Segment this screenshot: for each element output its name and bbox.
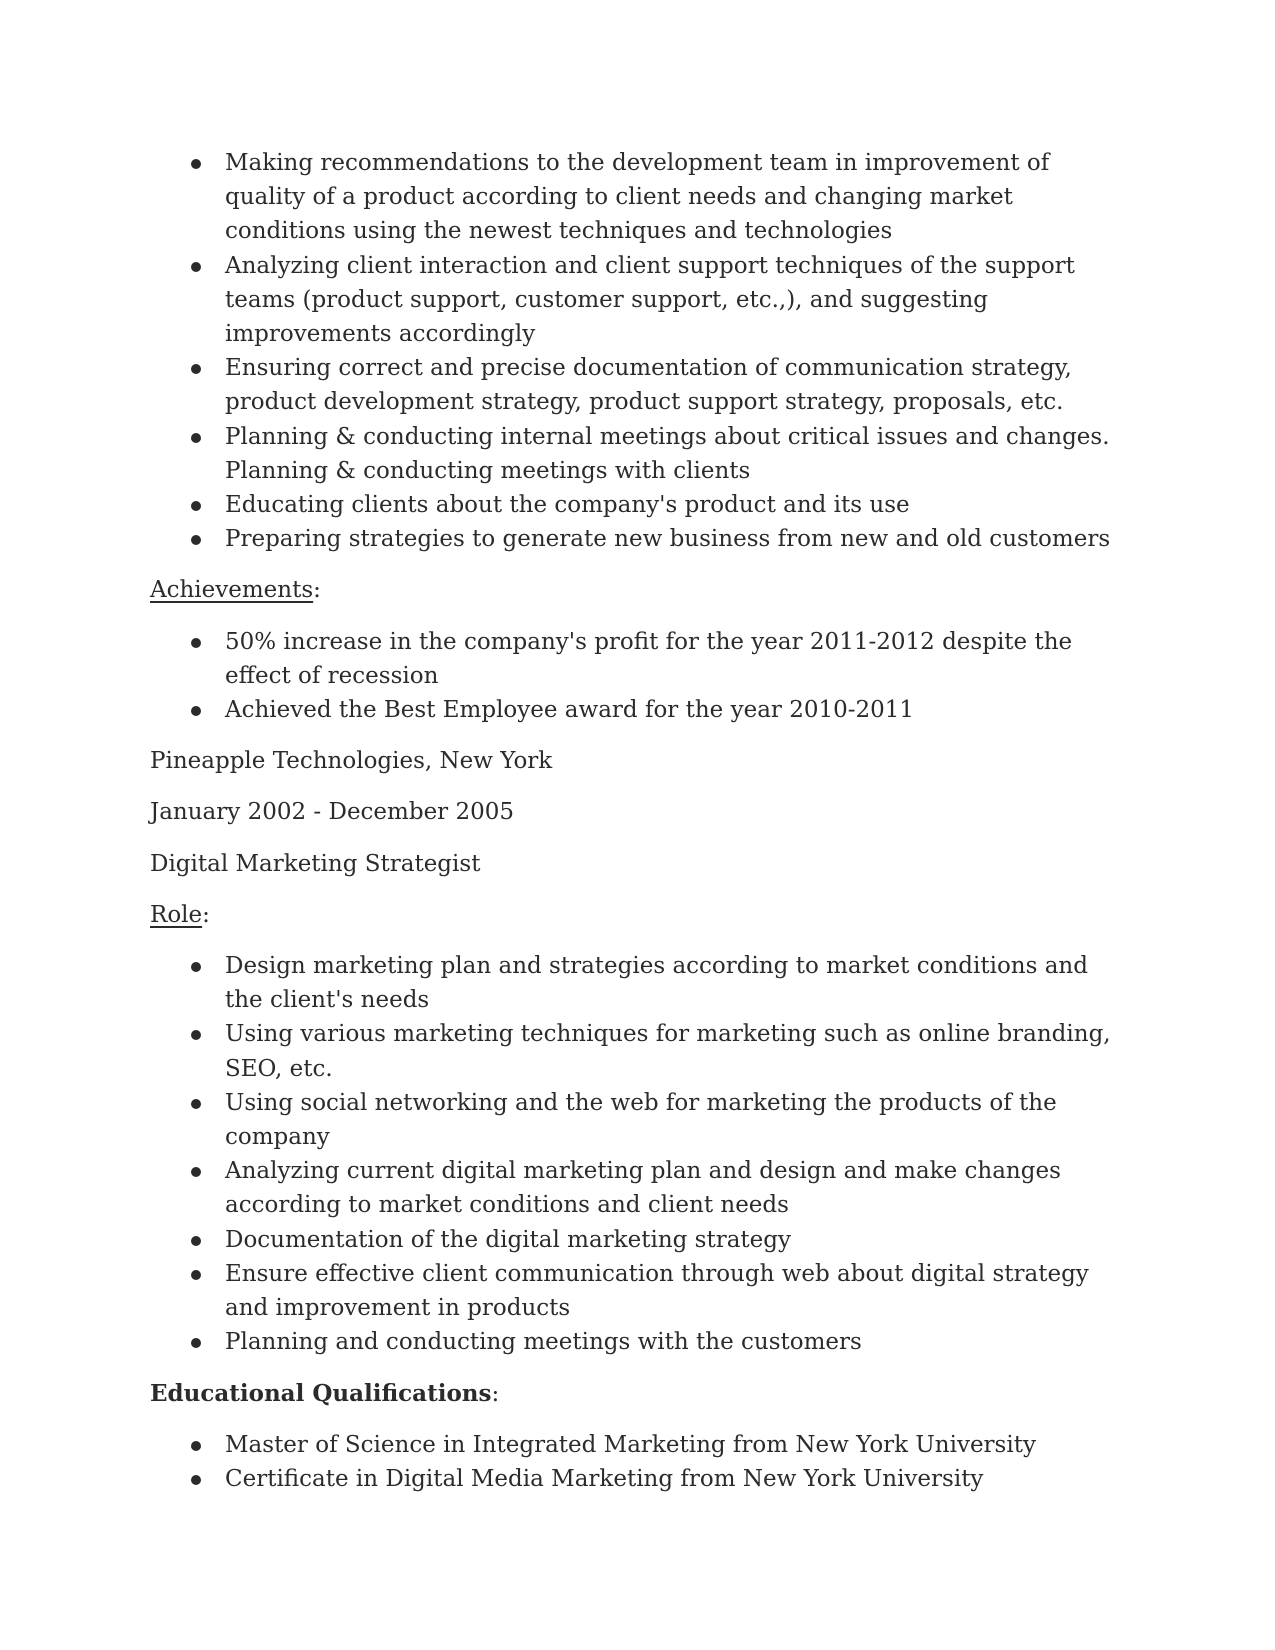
- list-item: Ensuring correct and precise documentation of communication strategy, product development strategy, product support strategy, proposals, etc.: [225, 351, 1130, 419]
- employment-dates: January 2002 - December 2005: [150, 799, 515, 826]
- resume-page: [150, 146, 1130, 1496]
- list-item: Achieved the Best Employee award for the year 2010-2011: [225, 693, 1130, 727]
- bullet-icon: [191, 364, 201, 374]
- list-item: Master of Science in Integrated Marketing from New York University: [225, 1428, 1130, 1462]
- bullet-icon: [191, 706, 201, 716]
- bullet-icon: [191, 638, 201, 648]
- bullet-icon: [191, 962, 201, 972]
- list-item: Analyzing client interaction and client support techniques of the support teams (product support, customer support, etc.,), and suggesting improvements accordingly: [225, 249, 1130, 352]
- bullet-icon: [191, 1475, 201, 1485]
- list-item: Analyzing current digital marketing plan and design and make changes according to market conditions and client needs: [225, 1154, 1130, 1222]
- bullet-icon: [191, 262, 201, 272]
- list-item: Planning & conducting internal meetings about critical issues and changes. Planning & conducting meetings with clients: [225, 420, 1130, 488]
- list-item: 50% increase in the company's profit for the year 2011-2012 despite the effect of recession: [225, 625, 1130, 693]
- bullet-icon: [191, 1099, 201, 1109]
- bullet-icon: [191, 1441, 201, 1451]
- achievements-list: [150, 625, 1130, 728]
- responsibilities-list: [150, 146, 1130, 556]
- role-heading: Role:: [150, 901, 210, 928]
- list-item: Documentation of the digital marketing strategy: [225, 1223, 1130, 1257]
- bullet-icon: [191, 1030, 201, 1040]
- list-item: Using social networking and the web for marketing the products of the company: [225, 1086, 1130, 1154]
- bullet-icon: [191, 1236, 201, 1246]
- company-name: Pineapple Technologies, New York: [150, 748, 553, 775]
- bullet-icon: [191, 1270, 201, 1280]
- bullet-icon: [191, 1338, 201, 1348]
- bullet-icon: [191, 535, 201, 545]
- achievements-heading: Achievements:: [150, 577, 321, 604]
- list-item: Design marketing plan and strategies according to market conditions and the client's needs: [225, 949, 1130, 1017]
- list-item: Educating clients about the company's product and its use: [225, 488, 1130, 522]
- bullet-icon: [191, 501, 201, 511]
- list-item: Preparing strategies to generate new business from new and old customers: [225, 522, 1130, 556]
- role-list: [150, 949, 1130, 1359]
- bullet-icon: [191, 433, 201, 443]
- education-heading: Educational Qualifications:: [150, 1379, 500, 1407]
- job-title: Digital Marketing Strategist: [150, 850, 481, 877]
- bullet-icon: [191, 159, 201, 169]
- bullet-icon: [191, 1167, 201, 1177]
- list-item: Planning and conducting meetings with the customers: [225, 1325, 1130, 1359]
- list-item: Certificate in Digital Media Marketing from New York University: [225, 1462, 1130, 1496]
- list-item: Ensure effective client communication through web about digital strategy and improvement in products: [225, 1257, 1130, 1325]
- list-item: Using various marketing techniques for marketing such as online branding, SEO, etc.: [225, 1017, 1130, 1085]
- list-item: Making recommendations to the development team in improvement of quality of a product according to client needs and changing market conditions using the newest techniques and technologies: [225, 146, 1130, 249]
- education-list: [150, 1428, 1130, 1496]
